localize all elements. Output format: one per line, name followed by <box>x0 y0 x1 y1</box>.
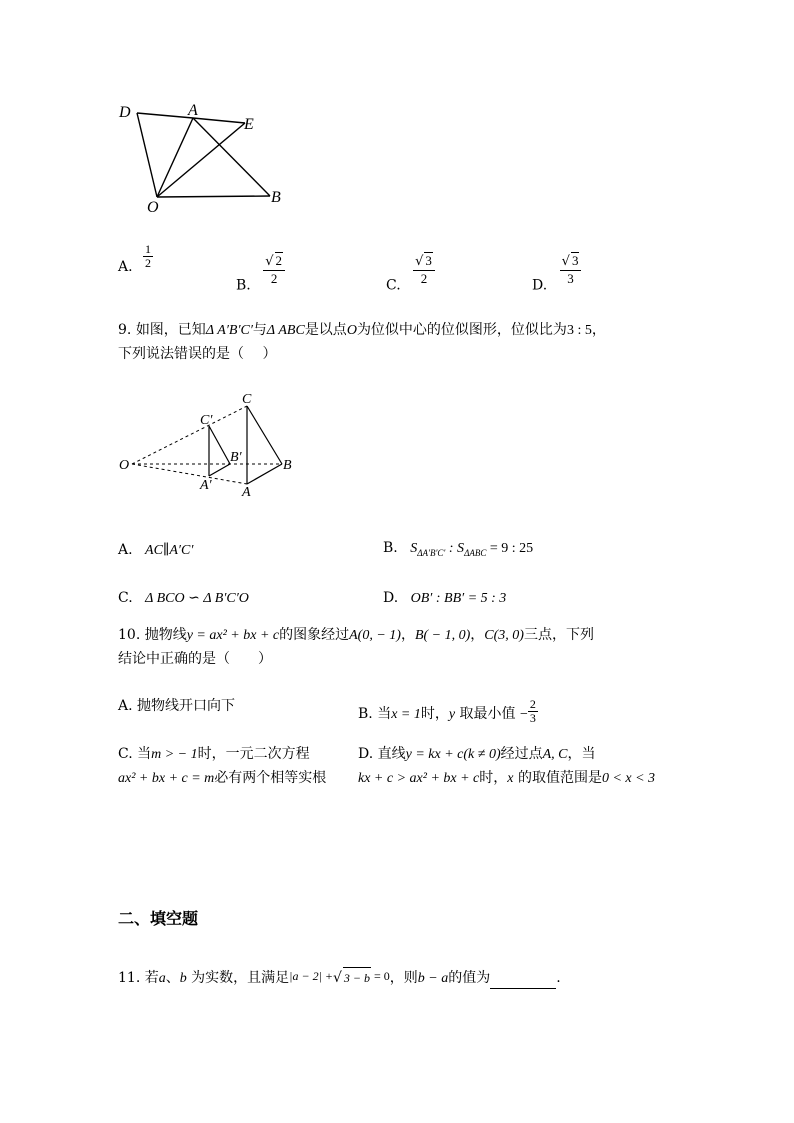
q11-text-1: 若 <box>144 970 159 986</box>
q8-option-d <box>532 252 581 296</box>
q11-text-4: 的值为 <box>448 970 491 986</box>
q8-option-c-num: 3 <box>425 253 432 268</box>
q10-number: 10. <box>118 627 141 643</box>
q9-text-4: 为位似中心的位似图形，位似比为 <box>356 322 567 338</box>
q9-text-2: 与 <box>252 322 267 338</box>
q10-option-c-line2 <box>118 768 326 789</box>
q8-option-c <box>386 252 435 296</box>
q9-number: 9. <box>118 322 132 338</box>
q9-option-d-letter: D. <box>383 590 399 606</box>
q10-option-d-text-4: 时， <box>479 770 508 786</box>
q11-sep: 、 <box>165 970 180 986</box>
q8-option-c-den: 2 <box>420 271 428 286</box>
q9-option-b-sub1: ΔA′B′C′ <box>417 547 446 558</box>
segment-OB <box>157 196 270 197</box>
q10-option-b-y: y <box>448 707 456 722</box>
q10-point-a: A(0, − 1) <box>349 628 401 643</box>
q9-text-5: ， <box>591 322 606 338</box>
q8-option-c-letter: C. <box>386 277 401 294</box>
q11-number: 11. <box>118 970 141 986</box>
q10-stem-line1: 10. 抛物线y = ax² + bx + c的图象经过A(0, − 1)，B( − 1, 0)，C(3, 0)三点，下列 <box>118 627 594 643</box>
q10-text-2: 的图象经过 <box>279 627 350 643</box>
figure-q9 <box>112 388 312 500</box>
q10-option-b-text-3: 取最小值 <box>455 706 516 722</box>
q9-text-1: 如图，已知 <box>135 322 206 338</box>
q9-option-b-tail: = 9 : 25 <box>486 541 534 556</box>
q8-option-d-num: 3 <box>571 253 579 268</box>
radical-icon: √ <box>561 254 570 269</box>
q10-option-d-text-3: ，当 <box>567 746 596 762</box>
q10-text-1: 抛物线 <box>144 627 187 643</box>
q9-option-b-s: S <box>410 541 418 556</box>
label-B-prime: B′ <box>230 450 242 465</box>
q8-option-d-den: 3 <box>567 271 574 286</box>
q8-option-b <box>236 252 285 296</box>
q10-point-b: B( − 1, 0) <box>414 628 471 643</box>
label-A: A <box>188 102 198 119</box>
label-C-prime: C′ <box>200 413 213 428</box>
q9-stem-line2: 下列说法错误的是（ ） <box>118 346 277 362</box>
q10-option-d-text-5: 的取值范围是 <box>513 770 602 786</box>
label-D: D <box>119 104 131 121</box>
q10-option-d-ineq: kx + c > ax² + bx + c <box>358 771 480 786</box>
segment-DA <box>137 113 193 118</box>
label-B: B <box>271 189 281 206</box>
segment-DO <box>137 113 157 197</box>
q8-option-a <box>118 242 153 277</box>
q10-option-c-eq: m > − 1 <box>151 747 198 762</box>
q9-stem-line1 <box>118 320 606 341</box>
q10-option-d-range: 0 < x < 3 <box>601 771 656 786</box>
segment-A1B1 <box>209 464 230 476</box>
q9-option-c <box>118 588 249 609</box>
label-A-prime: A′ <box>200 478 212 493</box>
q10-option-d-text-1: D. 直线 <box>358 746 406 762</box>
q8-option-b-num: 2 <box>275 253 282 268</box>
dashed-OA <box>132 464 247 484</box>
q10-option-b-sign: − <box>520 707 528 722</box>
q9-option-d-expr: OB′ : BB′ = 5 : 3 <box>410 591 507 606</box>
q10-option-d-text-2: 经过点 <box>500 746 543 762</box>
q10-option-b-text-1: B. 当 <box>358 706 392 722</box>
q8-option-a-letter: A. <box>118 259 133 275</box>
figure-q8 <box>110 95 310 220</box>
segment-AB <box>247 464 282 484</box>
q9-option-a-expr: AC∥A′C′ <box>145 543 194 558</box>
q11-var-a: a <box>158 971 166 986</box>
q11-var-b: b <box>179 971 187 986</box>
segment-CB <box>247 406 282 464</box>
label-A: A <box>242 485 251 500</box>
q11-radicand: 3 − b <box>343 967 371 988</box>
q8-option-a-den: 2 <box>145 256 152 270</box>
q10-option-c <box>118 744 310 765</box>
label-E: E <box>244 116 254 133</box>
q8-option-b-fraction <box>263 252 285 287</box>
q8-option-a-fraction <box>143 243 153 270</box>
q9-ratio: 3 : 5 <box>566 323 592 338</box>
q9-option-c-letter: C. <box>118 590 133 606</box>
q9-option-a-letter: A. <box>118 542 133 558</box>
q11-eq0: = 0 <box>371 969 390 983</box>
q8-option-b-den: 2 <box>270 271 278 286</box>
label-B: B <box>283 458 292 473</box>
q9-option-b-letter: B. <box>383 540 398 556</box>
q8-option-d-fraction <box>560 252 582 287</box>
answer-blank[interactable] <box>490 974 556 989</box>
q8-option-c-fraction <box>413 252 435 287</box>
q8-option-a-num: 1 <box>145 242 152 256</box>
q10-option-c-eq2: ax² + bx + c = m <box>118 771 215 786</box>
q9-text-3: 是以点 <box>304 322 347 338</box>
q9-option-b <box>383 538 533 563</box>
q11-end: . <box>556 970 561 986</box>
q10-stem-line2: 结论中正确的是（ ） <box>118 651 272 667</box>
q10-option-d <box>358 744 596 765</box>
radical-icon: √ <box>415 254 424 269</box>
q11-expr: b − a <box>417 971 449 986</box>
q8-option-b-letter: B. <box>236 277 251 294</box>
segment-AO <box>157 118 193 197</box>
segment-EO <box>157 123 245 197</box>
q9-option-c-expr: Δ BCO ∽ Δ B′C′O <box>145 591 249 606</box>
q10-text-3: 三点，下列 <box>523 627 594 643</box>
radical-icon: √ <box>332 970 342 986</box>
q9-option-a <box>118 540 193 561</box>
q10-option-b-eq: x = 1 <box>391 707 421 722</box>
q11-abs: |a − 2| + <box>289 969 333 983</box>
q10-option-a: A. 抛物线开口向下 <box>118 698 236 714</box>
q10-equation: y = ax² + bx + c <box>186 628 280 643</box>
label-C: C <box>242 392 252 407</box>
q10-option-c-text-2: 时，一元二次方程 <box>197 746 310 762</box>
segment-C1B1 <box>209 426 230 464</box>
q10-option-d-line2 <box>358 768 655 789</box>
q8-option-d-letter: D. <box>532 277 548 294</box>
q11-stem <box>118 966 561 989</box>
q11-text-3: ，则 <box>389 970 418 986</box>
q10-point-c: C(3, 0) <box>484 628 524 643</box>
q10-option-c-text-3: 必有两个相等实根 <box>214 770 327 786</box>
segment-AE <box>193 118 245 123</box>
q10-option-b-num: 2 <box>529 697 536 711</box>
q10-option-b-den: 3 <box>529 711 536 725</box>
q9-option-b-sub2: ΔABC <box>464 547 487 558</box>
q9-option-b-sep: : S <box>445 541 465 556</box>
label-O: O <box>147 199 159 216</box>
label-O: O <box>119 458 130 473</box>
q10-option-d-points: A, C <box>542 747 568 762</box>
q10-option-b-fraction <box>528 698 538 725</box>
q9-option-d <box>383 588 506 609</box>
section-title-fill-in: 二、填空题 <box>118 909 199 928</box>
q9-point-o: O <box>346 323 357 338</box>
q9-triangle-1: Δ A′B′C′ <box>205 323 253 338</box>
q11-text-2: 为实数，且满足 <box>186 970 290 986</box>
q10-option-d-x: x <box>507 771 514 786</box>
q10-option-b-text-2: 时， <box>420 706 449 722</box>
q10-option-d-eq: y = kx + c(k ≠ 0) <box>405 747 501 762</box>
q9-triangle-2: Δ ABC <box>266 323 305 338</box>
q10-option-b <box>358 698 538 725</box>
q10-option-c-text-1: C. 当 <box>118 746 152 762</box>
radical-icon: √ <box>265 254 274 269</box>
